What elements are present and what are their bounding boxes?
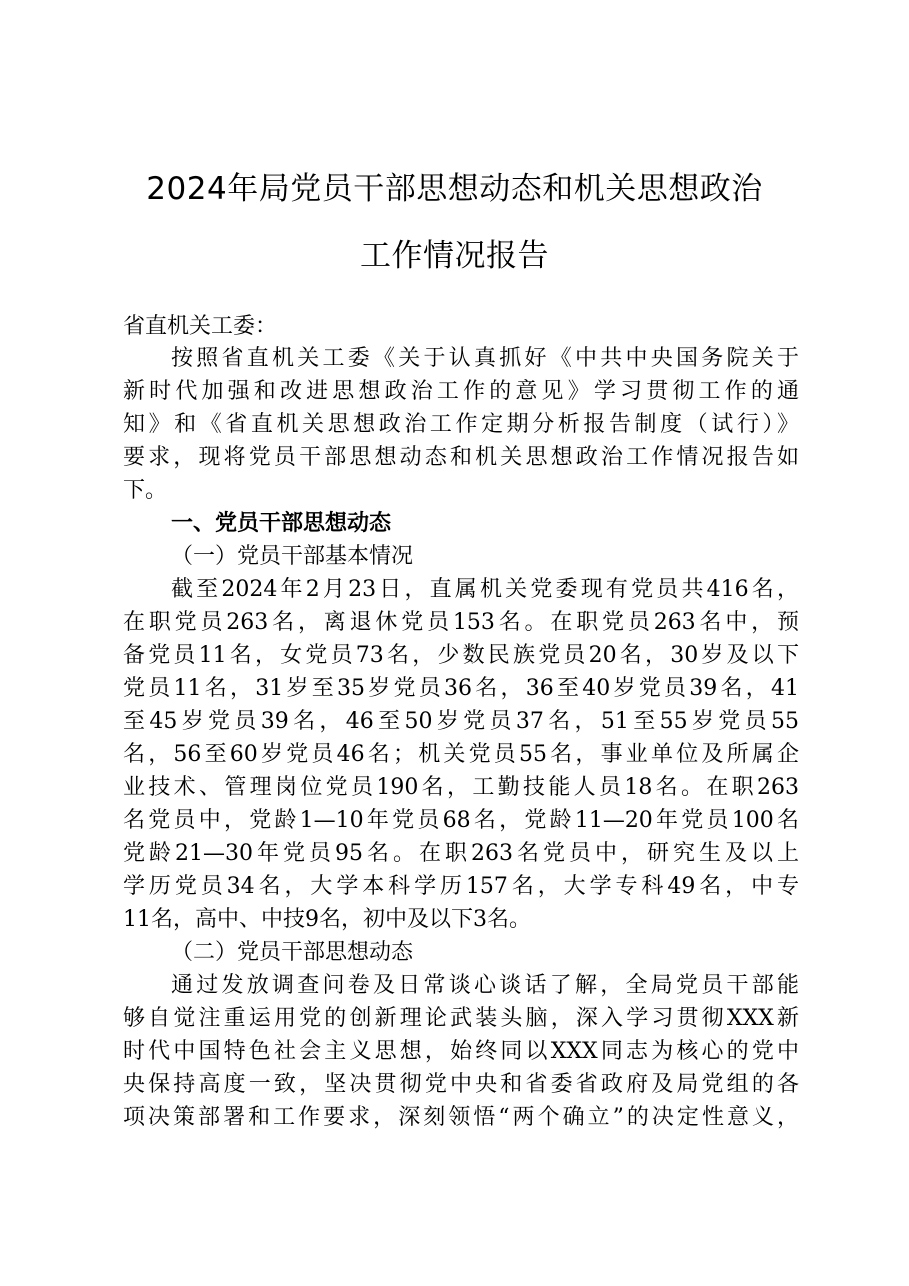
intro-line: 要求，现将党员干部思想动态和机关思想政治工作情况报告如 <box>123 445 799 470</box>
paragraph-line: 项决策部署和工作要求，深刻领悟“两个确立”的决定性意义， <box>123 1105 799 1130</box>
paragraph-line: 通过发放调查问卷及日常谈心谈话了解，全局党员干部能 <box>171 973 799 998</box>
paragraph-line: 至45岁党员39名，46至50岁党员37名，51至55岁党员55 <box>123 709 799 734</box>
document-title-line-1: 2024年局党员干部思想动态和机关思想政治 <box>146 171 763 207</box>
intro-line: 知》和《省直机关思想政治工作定期分析报告制度（试行）》 <box>123 412 799 437</box>
paragraph-line: 央保持高度一致，坚决贯彻党中央和省委省政府及局党组的各 <box>123 1072 799 1097</box>
section-heading: 一、党员干部思想动态 <box>171 511 392 536</box>
paragraph-line: 业技术、管理岗位党员190名，工勤技能人员18名。在职263 <box>123 775 799 800</box>
intro-line: 新时代加强和改进思想政治工作的意见》学习贯彻工作的通 <box>123 379 799 404</box>
paragraph-line: 党龄21—30年党员95名。在职263名党员中，研究生及以上 <box>123 841 799 866</box>
paragraph-line: 在职党员263名，离退休党员153名。在职党员263名中，预 <box>123 610 799 635</box>
intro-line: 按照省直机关工委《关于认真抓好《中共中央国务院关于 <box>171 346 799 371</box>
paragraph-line: 够自觉注重运用党的创新理论武装头脑，深入学习贯彻XXX新 <box>123 1006 799 1031</box>
paragraph-line: 截至2024年2月23日，直属机关党委现有党员共416名， <box>171 577 799 602</box>
paragraph-line: 备党员11名，女党员73名，少数民族党员20名，30岁及以下 <box>123 643 799 668</box>
paragraph-line: 名党员中，党龄1—10年党员68名，党龄11—20年党员100名 <box>123 808 799 833</box>
paragraph-line: 党员11名，31岁至35岁党员36名，36至40岁党员39名，41 <box>123 676 799 701</box>
intro-line: 下。 <box>123 478 168 503</box>
paragraph-line: 学历党员34名，大学本科学历157名，大学专科49名，中专 <box>123 874 799 899</box>
document-title-line-2: 工作情况报告 <box>360 238 549 274</box>
subsection-heading: （一）党员干部基本情况 <box>171 544 414 569</box>
paragraph-line: 11名，高中、中技9名，初中及以下3名。 <box>123 907 531 932</box>
paragraph-line: 名，56至60岁党员46名；机关党员55名，事业单位及所属企 <box>123 742 799 767</box>
subsection-heading: （二）党员干部思想动态 <box>171 940 414 965</box>
salutation: 省直机关工委： <box>123 314 278 339</box>
paragraph-line: 时代中国特色社会主义思想，始终同以XXX同志为核心的党中 <box>123 1039 799 1064</box>
